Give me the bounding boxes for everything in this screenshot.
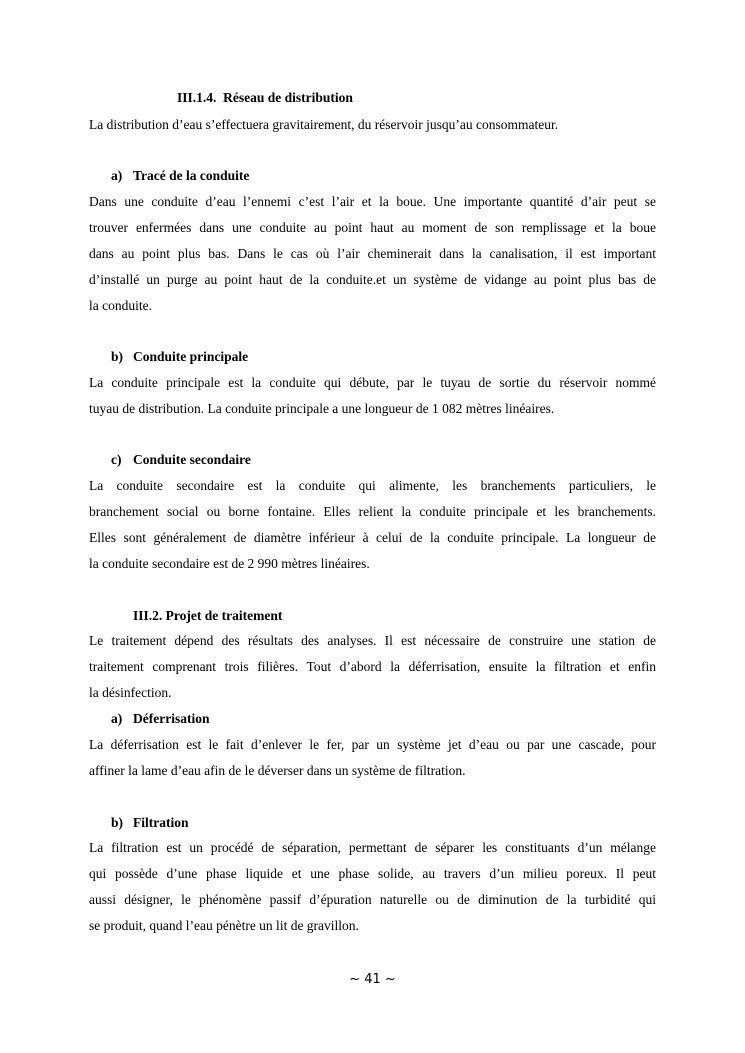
subheading-title: Déferrisation [133, 711, 210, 726]
intro-paragraph: La distribution d’eau s’effectuera gravitairement, du réservoir jusqu’au consommateur. [89, 117, 559, 132]
paragraph-line: Dans une conduite d’eau l’ennemi c’est l’air et la boue. Une importante quantité d’air peut se [89, 194, 656, 209]
subheading-conduite-secondaire [111, 452, 678, 468]
subheading-title: Filtration [133, 815, 189, 830]
subheading-deferrisation [111, 711, 678, 727]
paragraph-line: La déferrisation est le fait d’enlever le fer, par un système jet d’eau ou par une cascade, pour [89, 737, 656, 752]
paragraph-line: la désinfection. [89, 685, 172, 700]
paragraph-line: Elles sont généralement de diamètre inférieur à celui de la conduite principale. La longueur de [89, 530, 656, 545]
section-number: III.1.4. [177, 90, 217, 105]
subheading-title: Tracé de la conduite [133, 168, 250, 183]
paragraph-line: la conduite secondaire est de 2 990 mètres linéaires. [89, 556, 370, 571]
subheading-trace-conduite [111, 168, 678, 184]
paragraph-line: qui possède d’une phase liquide et une phase solide, au travers d’un milieu poreux. Il peut [89, 866, 656, 881]
paragraph-line: affiner la lame d’eau afin de le déverser dans un système de filtration. [89, 763, 466, 778]
page-number: ~ 41 ~ [349, 972, 396, 987]
list-label: b) [111, 349, 124, 364]
subheading-title: Conduite secondaire [133, 452, 251, 467]
paragraph-line: Le traitement dépend des résultats des analyses. Il est nécessaire de construire une station de [89, 633, 656, 648]
list-label: a) [111, 168, 123, 183]
list-label: c) [111, 452, 122, 467]
paragraph-line: La conduite secondaire est la conduite qui alimente, les branchements particuliers, le [89, 478, 656, 493]
paragraph-line: La filtration est un procédé de séparation, permettant de séparer les constituants d’un mélange [89, 840, 656, 855]
section-number: III.2. [133, 608, 163, 623]
paragraph-line: traitement comprenant trois filières. Tout d’abord la déferrisation, ensuite la filtration et enfin [89, 659, 656, 674]
paragraph-line: aussi désigner, le phénomène passif d’épuration naturelle ou de diminution de la turbidité qui [89, 892, 656, 907]
paragraph-line: La conduite principale est la conduite qui débute, par le tuyau de sortie du réservoir nommé [89, 375, 656, 390]
section-heading-projet-traitement [133, 608, 700, 624]
section-heading-reseau-distribution [177, 90, 744, 106]
paragraph-line: trouver enfermées dans une conduite au point haut au moment de son remplissage et la boue [89, 220, 656, 235]
section-title: Réseau de distribution [223, 90, 353, 105]
list-label: b) [111, 815, 124, 830]
list-label: a) [111, 711, 123, 726]
paragraph-line: d’installé un purge au point haut de la conduite.et un système de vidange au point plus bas de [89, 272, 656, 287]
subheading-conduite-principale [111, 349, 678, 365]
subheading-filtration [111, 815, 678, 831]
paragraph-line: se produit, quand l’eau pénètre un lit de gravillon. [89, 918, 359, 933]
paragraph-line: branchement social ou borne fontaine. Elles relient la conduite principale et les branchements. [89, 504, 656, 519]
paragraph-line: dans au point plus bas. Dans le cas où l’air cheminerait dans la canalisation, il est important [89, 246, 656, 261]
paragraph-line: la conduite. [89, 298, 152, 313]
subheading-title: Conduite principale [133, 349, 249, 364]
paragraph-line: tuyau de distribution. La conduite principale a une longueur de 1 082 mètres linéaires. [89, 401, 555, 416]
section-title: Projet de traitement [165, 608, 283, 623]
